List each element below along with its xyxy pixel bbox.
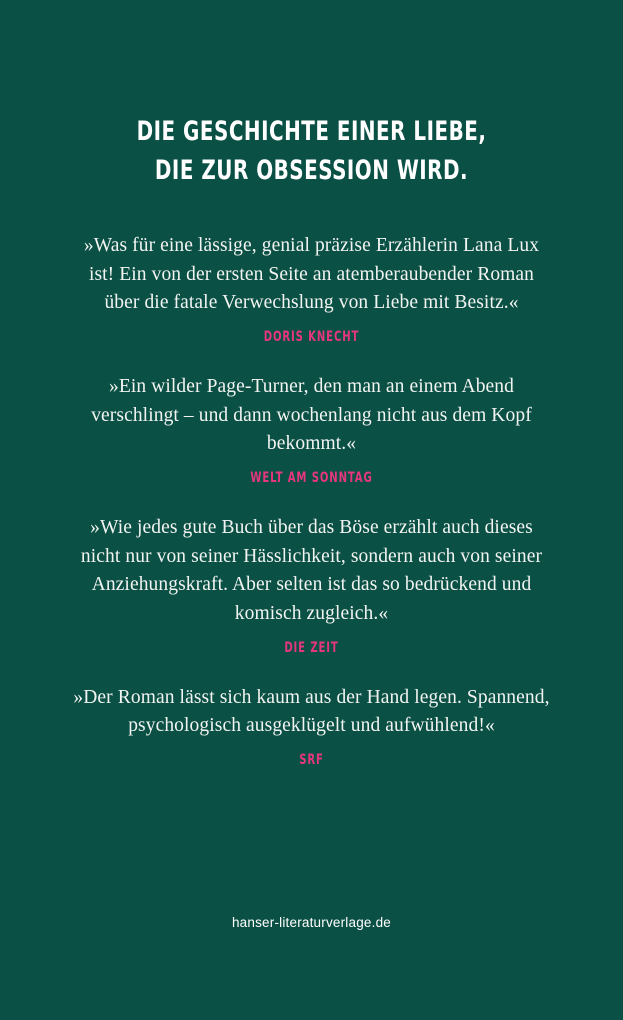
quote-source: WELT AM SONNTAG — [250, 469, 373, 486]
review-quote — [72, 373, 551, 486]
page-title — [56, 112, 567, 190]
quote-text: »Was für eine lässige, genial präzise Erzählerin Lana Lux ist! Ein von der ersten Seite an atemberaubender Roman über die fatale Verwechslung von Liebe mit Besitz.« — [83, 235, 540, 314]
review-quote — [72, 684, 551, 768]
review-quote — [72, 514, 551, 656]
quote-text: »Der Roman lässt sich kaum aus der Hand legen. Spannend, psychologisch ausgeklügelt und aufwühlend!« — [73, 686, 550, 737]
quote-text: »Ein wilder Page-Turner, den man an einem Abend verschlingt – und dann wochenlang nicht aus dem Kopf bekommt.« — [91, 375, 532, 455]
quote-source: DIE ZEIT — [284, 639, 339, 656]
publisher-website: hanser-literaturverlage.de — [231, 915, 392, 930]
review-quote — [72, 232, 551, 345]
quote-source: DORIS KNECHT — [263, 328, 360, 345]
quote-text: »Wie jedes gute Buch über das Böse erzählt auch dieses nicht nur von seiner Hässlichkeit, sondern auch von seiner Anziehungskraft. Aber selten ist das so bedrückend und komisch zugleich.« — [80, 516, 543, 624]
headline-line-2: DIE ZUR OBSESSION WIRD. — [154, 155, 469, 187]
review-quote-list — [72, 232, 551, 796]
quote-source: SRF — [299, 751, 324, 768]
headline-line-1: DIE GESCHICHTE EINER LIEBE, — [136, 116, 487, 147]
